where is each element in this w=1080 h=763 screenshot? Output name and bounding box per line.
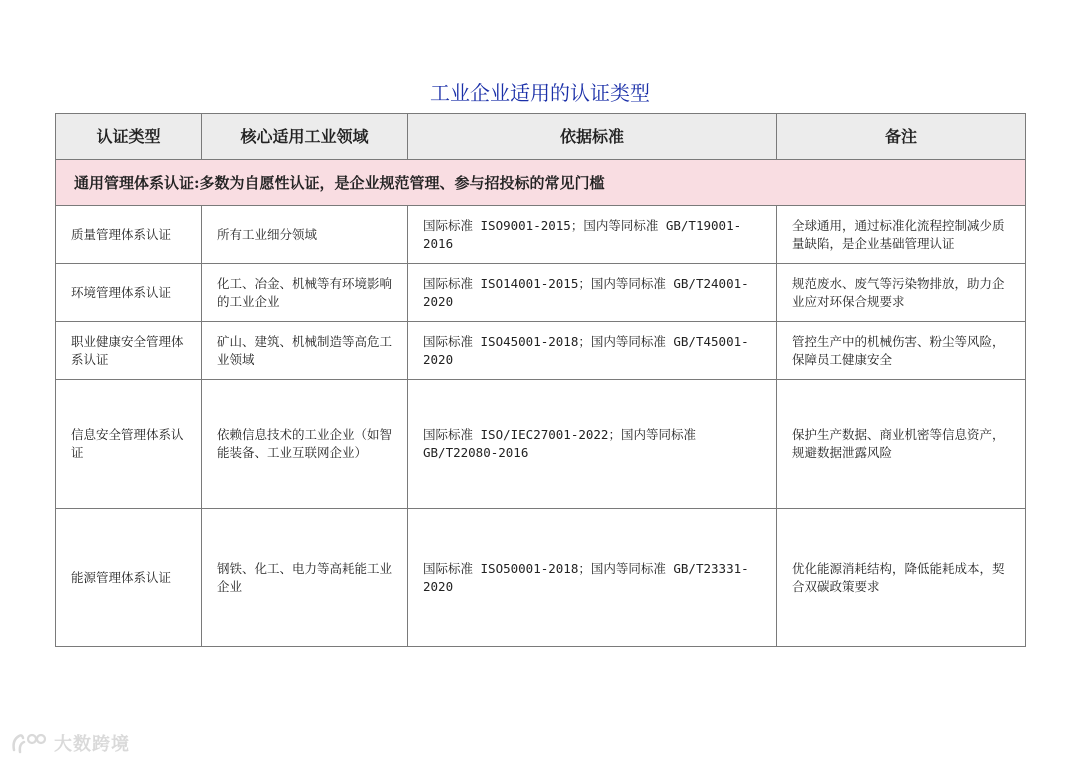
cell-note: 优化能源消耗结构，降低能耗成本，契合双碳政策要求	[777, 509, 1026, 647]
cell-standard: 国际标准 ISO50001-2018；国内等同标准 GB/T23331-2020	[408, 509, 777, 647]
cell-note: 管控生产中的机械伤害、粉尘等风险，保障员工健康安全	[777, 322, 1026, 380]
cell-standard: 国际标准 ISO9001-2015；国内等同标准 GB/T19001-2016	[408, 206, 777, 264]
certification-table	[55, 113, 1026, 647]
cell-cert-type: 信息安全管理体系认证	[56, 380, 202, 509]
watermark-text: 大数跨境	[54, 734, 130, 755]
header-note: 备注	[777, 114, 1026, 160]
header-core-field: 核心适用工业领域	[202, 114, 408, 160]
group-heading-row	[56, 160, 1026, 206]
brand-logo-icon	[10, 730, 48, 756]
cell-cert-type: 职业健康安全管理体系认证	[56, 322, 202, 380]
cell-standard: 国际标准 ISO45001-2018；国内等同标准 GB/T45001-2020	[408, 322, 777, 380]
table-row	[56, 206, 1026, 264]
table-row	[56, 380, 1026, 509]
cell-note: 保护生产数据、商业机密等信息资产，规避数据泄露风险	[777, 380, 1026, 509]
cell-cert-type: 环境管理体系认证	[56, 264, 202, 322]
cell-standard: 国际标准 ISO14001-2015；国内等同标准 GB/T24001-2020	[408, 264, 777, 322]
cell-note: 规范废水、废气等污染物排放，助力企业应对环保合规要求	[777, 264, 1026, 322]
table-row	[56, 322, 1026, 380]
header-standard: 依据标准	[408, 114, 777, 160]
cell-standard: 国际标准 ISO/IEC27001-2022；国内等同标准 GB/T22080-2016	[408, 380, 777, 509]
group-heading: 通用管理体系认证:多数为自愿性认证，是企业规范管理、参与招投标的常见门槛	[56, 160, 1026, 206]
cell-core-field: 依赖信息技术的工业企业（如智能装备、工业互联网企业）	[202, 380, 408, 509]
table-row	[56, 264, 1026, 322]
header-cert-type: 认证类型	[56, 114, 202, 160]
cell-core-field: 矿山、建筑、机械制造等高危工业领域	[202, 322, 408, 380]
page-title: 工业企业适用的认证类型	[430, 81, 650, 105]
cell-core-field: 钢铁、化工、电力等高耗能工业企业	[202, 509, 408, 647]
table-header-row	[56, 114, 1026, 160]
cell-core-field: 所有工业细分领域	[202, 206, 408, 264]
cell-cert-type: 质量管理体系认证	[56, 206, 202, 264]
cell-core-field: 化工、冶金、机械等有环境影响的工业企业	[202, 264, 408, 322]
cell-cert-type: 能源管理体系认证	[56, 509, 202, 647]
cell-note: 全球通用，通过标准化流程控制减少质量缺陷，是企业基础管理认证	[777, 206, 1026, 264]
watermark	[10, 728, 130, 758]
table-row	[56, 509, 1026, 647]
